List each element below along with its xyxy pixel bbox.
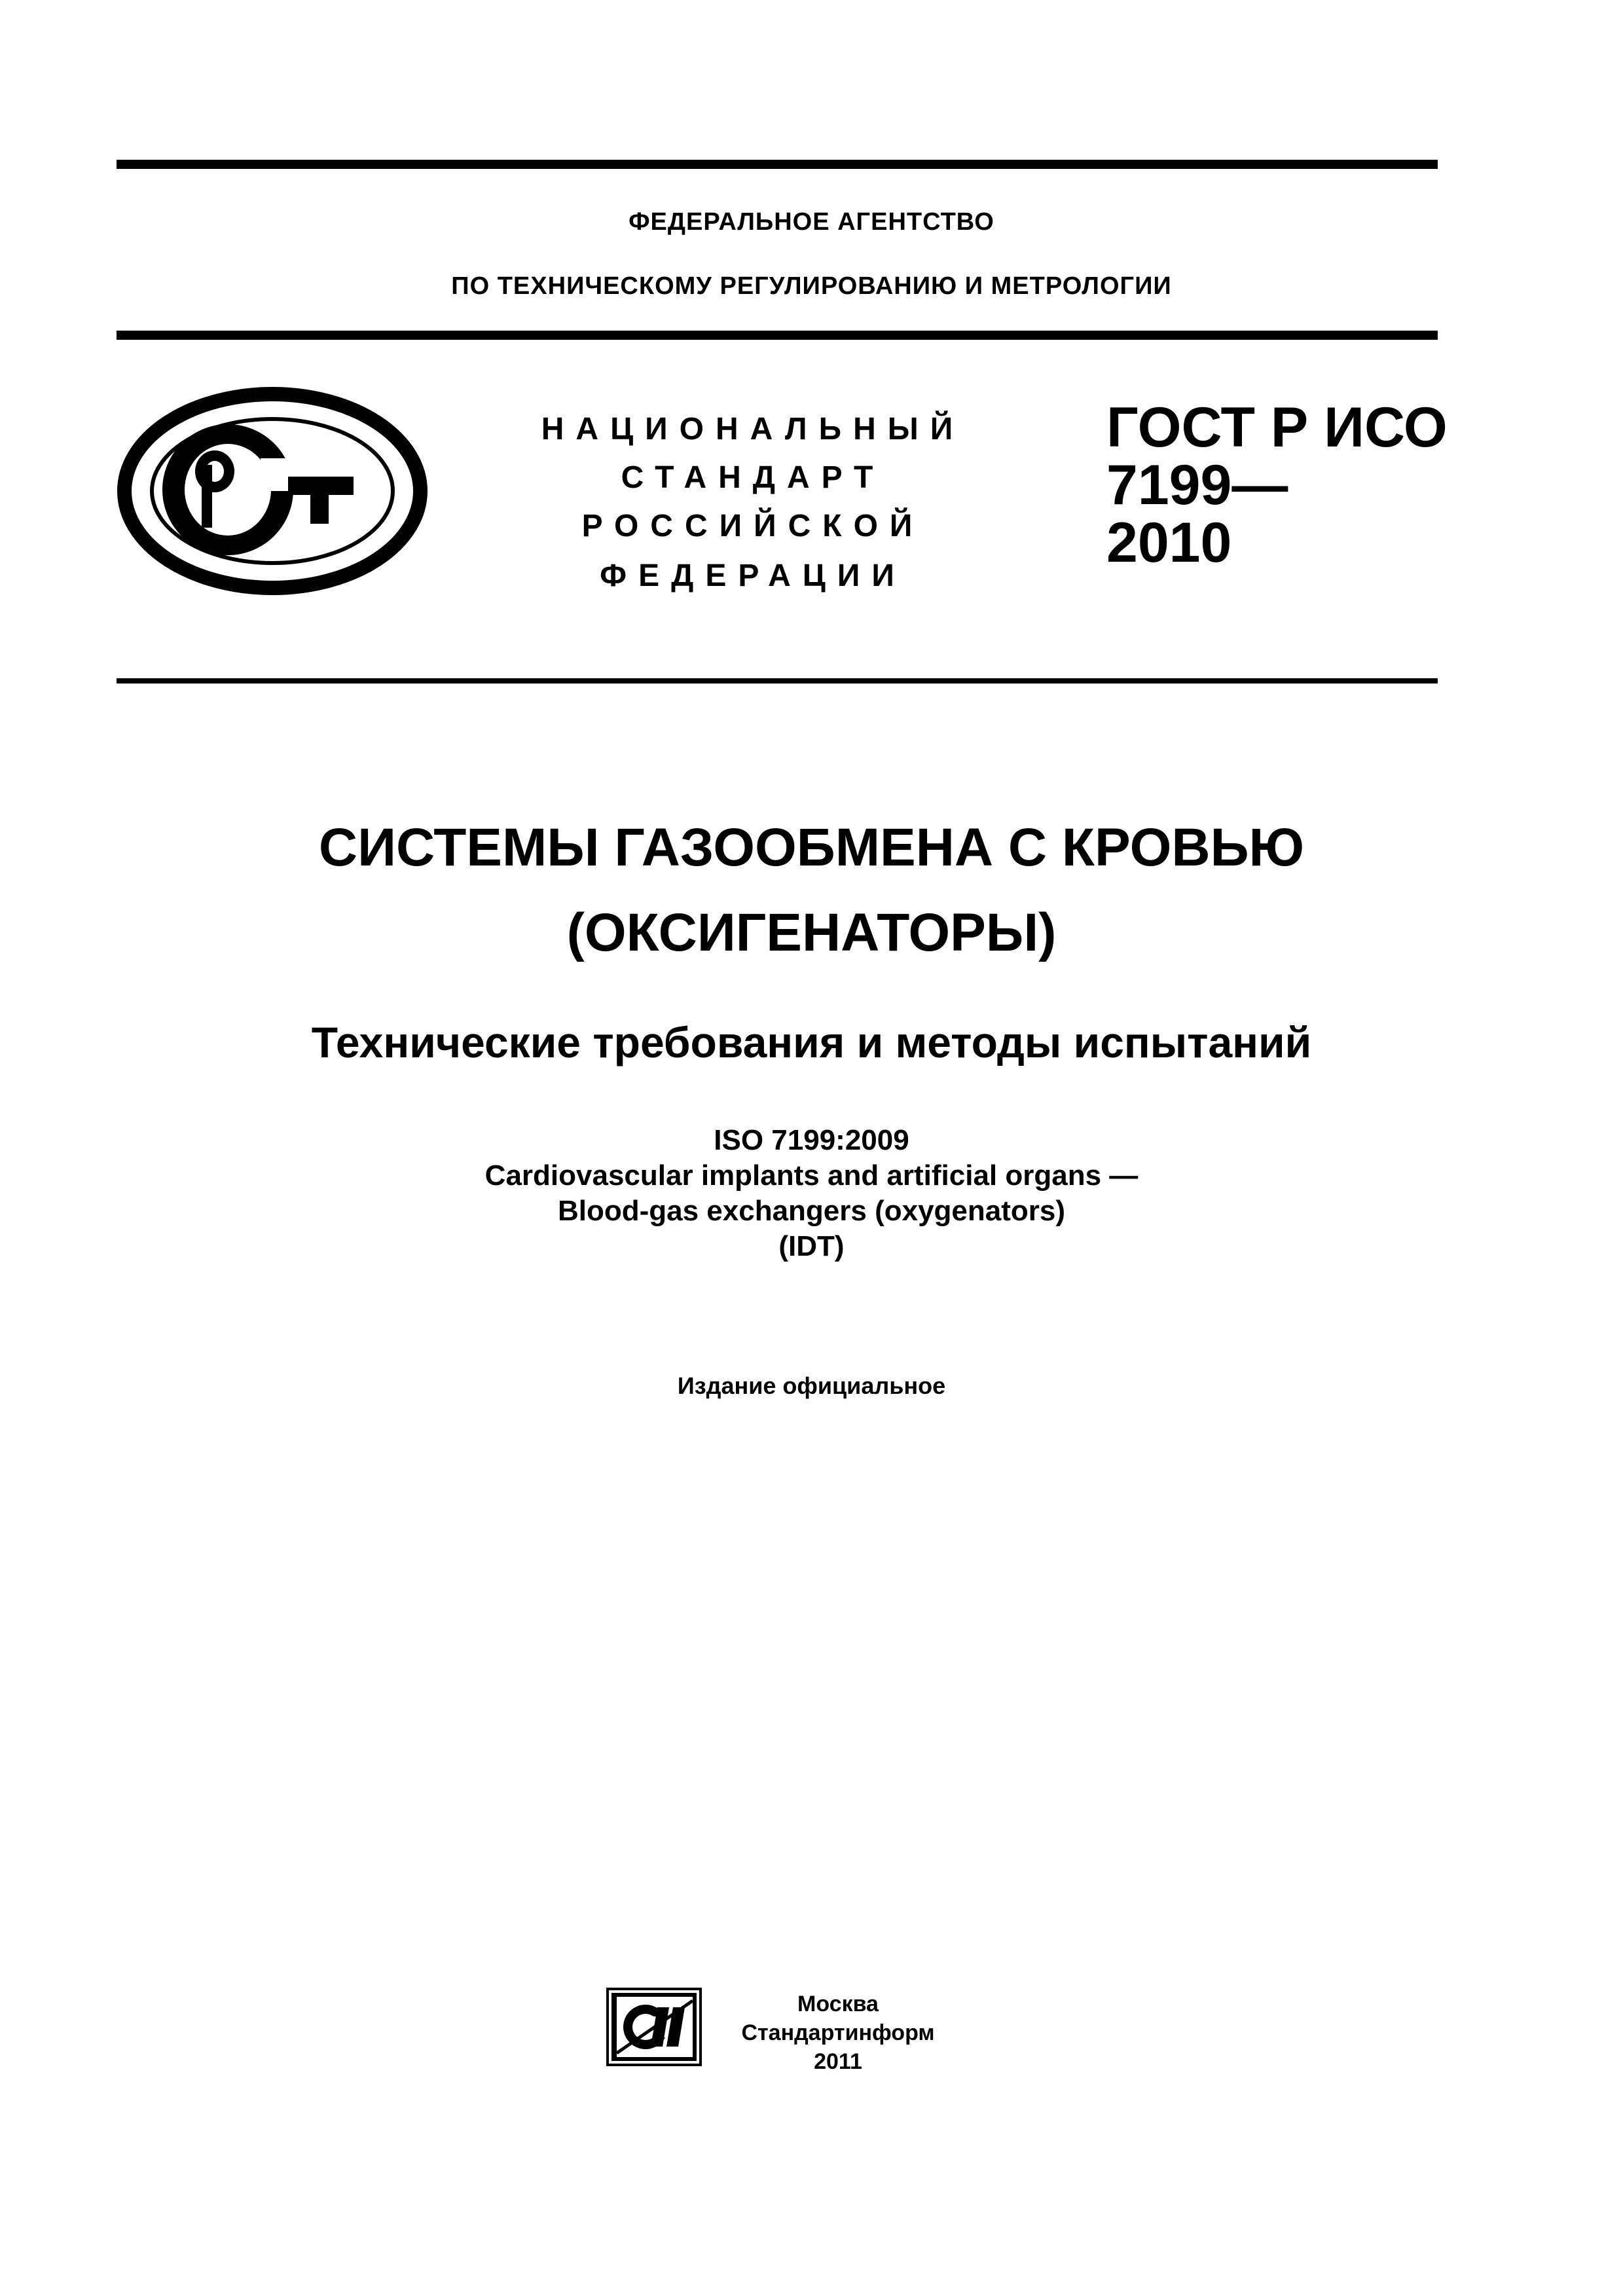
- gost-code-line-1: ГОСТ Р ИСО: [1106, 396, 1448, 459]
- publisher-city: Москва: [797, 1992, 879, 2016]
- publisher-name: Стандартинформ: [741, 2020, 935, 2045]
- agency-line-1: ФЕДЕРАЛЬНОЕ АГЕНТСТВО: [629, 208, 994, 236]
- national-standard-line-1: НАЦИОНАЛЬНЫЙ: [541, 412, 965, 446]
- document-title-line-2: (ОКСИГЕНАТОРЫ): [566, 903, 1057, 962]
- national-standard-line-4: ФЕДЕРАЦИИ: [600, 558, 906, 593]
- iso-reference-line-2: Cardiovascular implants and artificial organs —: [484, 1159, 1139, 1192]
- national-standard-line-2: СТАНДАРТ: [621, 460, 885, 495]
- iso-reference-line-3: Blood-gas exchangers (oxygenators): [557, 1195, 1066, 1227]
- document-title-line-1: СИСТЕМЫ ГАЗООБМЕНА С КРОВЬЮ: [318, 818, 1305, 877]
- document-subtitle: Технические требования и методы испытаний: [311, 1018, 1312, 1066]
- edition-label: Издание официальное: [677, 1372, 946, 1399]
- agency-line-2: ПО ТЕХНИЧЕСКОМУ РЕГУЛИРОВАНИЮ И МЕТРОЛОГИИ: [451, 272, 1172, 300]
- standard-block-bottom-rule: [117, 678, 1438, 683]
- standartinform-logo-icon: [606, 1988, 702, 2066]
- rst-logo-icon: [117, 386, 428, 596]
- national-standard-line-3: РОССИЙСКОЙ: [581, 509, 924, 543]
- gost-code-line-3: 2010: [1106, 511, 1232, 574]
- publisher-year: 2011: [814, 2049, 862, 2074]
- iso-reference-line-4: (IDT): [778, 1230, 845, 1262]
- gost-code-line-2: 7199—: [1106, 454, 1288, 517]
- iso-reference-line-1: ISO 7199:2009: [714, 1124, 909, 1156]
- top-rule: [117, 160, 1438, 169]
- header-bottom-rule: [117, 331, 1438, 340]
